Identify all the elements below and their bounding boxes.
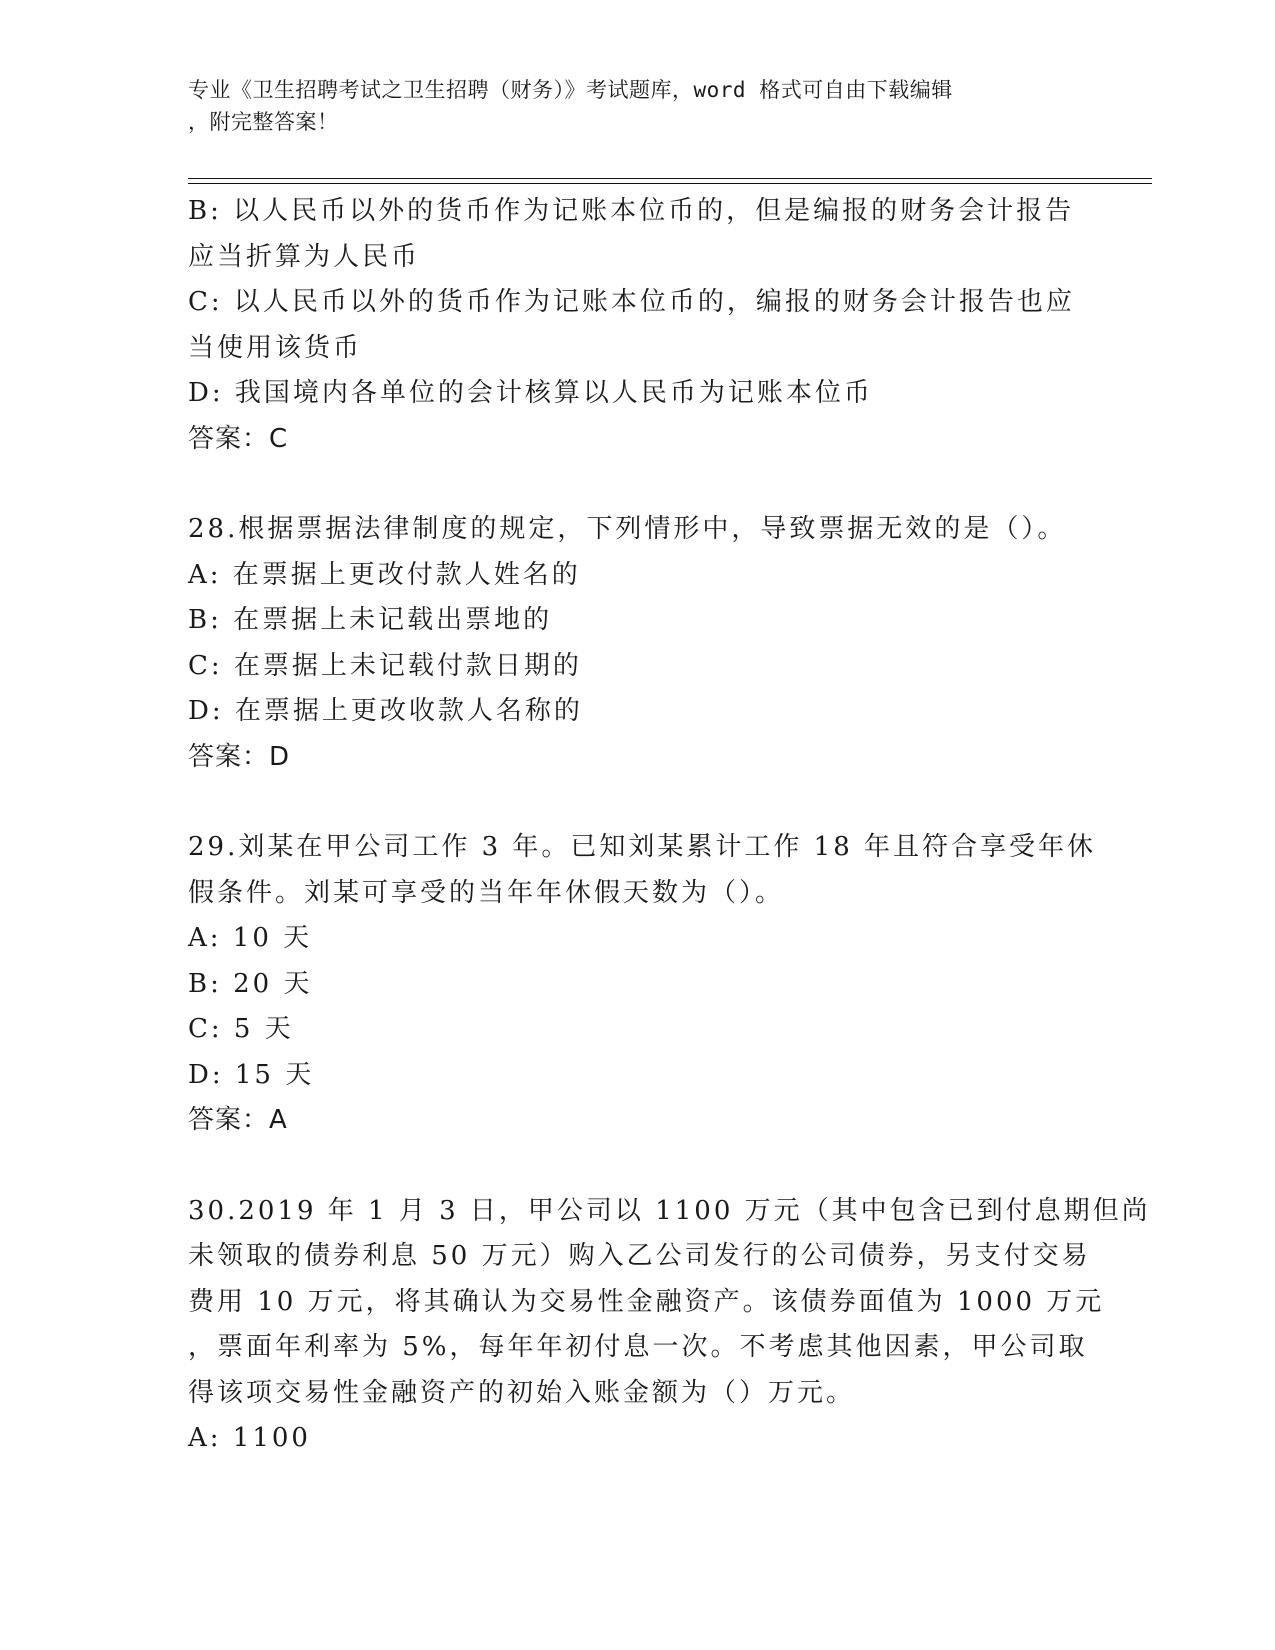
question-28 xyxy=(188,507,1088,780)
question-27-continued xyxy=(188,189,1088,462)
question-stem-line-5: 得该项交易性金融资产的初始入账金额为（）万元。 xyxy=(188,1377,856,1408)
answer-line: 答案：A xyxy=(188,1105,288,1135)
option-c-line-1: C: 以人民币以外的货币作为记账本位币的，编报的财务会计报告也应 xyxy=(188,287,1075,317)
option-a: A: 在票据上更改付款人姓名的 xyxy=(188,559,581,590)
question-stem-line-1: 30.2019 年 1 月 3 日，甲公司以 1100 万元（其中包含已到付息期但尚 xyxy=(188,1195,1151,1226)
question-29 xyxy=(188,825,1097,1144)
document-body xyxy=(188,189,1151,1462)
question-stem-line-2: 未领取的债券利息 50 万元）购入乙公司发行的公司债券，另支付交易 xyxy=(188,1241,1091,1271)
option-a: A: 1100 xyxy=(188,1423,311,1453)
option-c: C: 5 天 xyxy=(188,1014,294,1044)
option-b-line-1: B: 以人民币以外的货币作为记账本位币的，但是编报的财务会计报告 xyxy=(188,196,1075,226)
option-d: D: 15 天 xyxy=(188,1059,315,1090)
document-header xyxy=(188,74,1068,138)
header-line-1: 专业《卫生招聘考试之卫生招聘（财务）》考试题库，word 格式可自由下载编辑 xyxy=(188,78,953,102)
question-stem-line-1: 29.刘某在甲公司工作 3 年。已知刘某累计工作 18 年且符合享受年休 xyxy=(188,832,1097,862)
question-stem-line-2: 假条件。刘某可享受的当年年休假天数为（）。 xyxy=(188,877,785,908)
question-stem: 28.根据票据法律制度的规定，下列情形中，导致票据无效的是（）。 xyxy=(188,514,1067,544)
header-divider-top xyxy=(188,178,1152,179)
option-b: B: 20 天 xyxy=(188,968,313,999)
option-b-line-2: 应当折算为人民币 xyxy=(188,241,421,272)
spacer xyxy=(188,462,1088,507)
header-line-2: ，附完整答案！ xyxy=(188,110,339,134)
spacer xyxy=(188,780,1088,825)
option-c-line-2: 当使用该货币 xyxy=(188,332,363,363)
question-30 xyxy=(188,1189,1151,1462)
spacer xyxy=(188,1144,1088,1189)
option-d: D: 我国境内各单位的会计核算以人民币为记账本位币 xyxy=(188,378,873,408)
option-d: D: 在票据上更改收款人名称的 xyxy=(188,696,583,726)
answer-line: 答案：D xyxy=(188,741,291,772)
answer-line: 答案：C xyxy=(188,423,289,454)
option-c: C: 在票据上未记载付款日期的 xyxy=(188,650,582,681)
header-divider-bottom xyxy=(188,183,1152,184)
question-stem-line-3: 费用 10 万元，将其确认为交易性金融资产。该债券面值为 1000 万元 xyxy=(188,1286,1105,1317)
option-b: B: 在票据上未记载出票地的 xyxy=(188,605,553,635)
question-stem-line-4: ，票面年利率为 5%，每年年初付息一次。不考虑其他因素，甲公司取 xyxy=(188,1332,1088,1362)
option-a: A: 10 天 xyxy=(188,923,313,953)
